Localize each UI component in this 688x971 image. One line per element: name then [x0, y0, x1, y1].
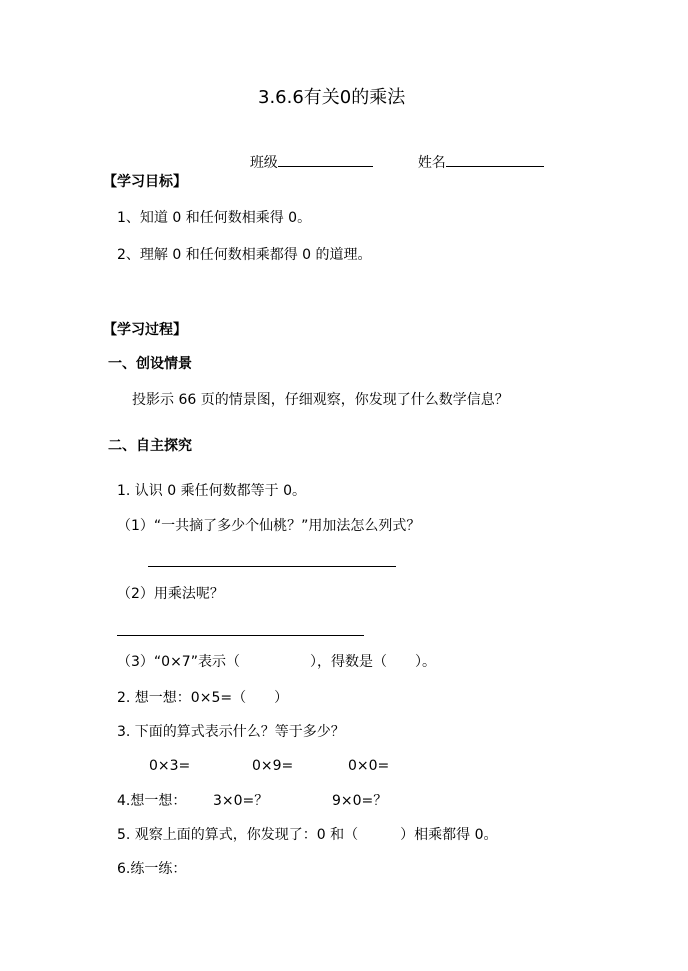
class-blank[interactable] [278, 152, 373, 167]
item-1: 1. 认识 0 乘任何数都等于 0。 [117, 483, 306, 499]
goal-2: 2、理解 0 和任何数相乘都得 0 的道理。 [117, 247, 372, 263]
item-3-equation-3: 0×0= [348, 758, 390, 774]
item-4-equation-1: 3×0=？ [213, 793, 269, 809]
item-2: 2. 想一想：0×5=（ ） [117, 690, 289, 706]
class-label: 班级 [249, 155, 278, 171]
item-3-equation-1: 0×3= [149, 758, 191, 774]
item-1-question-3: （3）“0×7”表示（ ），得数是（ ）。 [117, 654, 436, 670]
name-field [400, 132, 544, 193]
page-title: 3.6.6有关0的乘法 [258, 87, 406, 108]
item-3-equation-2: 0×9= [252, 758, 294, 774]
item-5: 5. 观察上面的算式，你发现了：0 和（ ）相乘都得 0。 [117, 827, 498, 843]
item-3: 3. 下面的算式表示什么？等于多少？ [117, 724, 345, 740]
section-1-heading: 一、创设情景 [108, 356, 192, 372]
class-field [232, 132, 373, 193]
section-1-text: 投影示 66 页的情景图，仔细观察，你发现了什么数学信息？ [132, 392, 509, 408]
item-1-question-1: （1）“一共摘了多少个仙桃？”用加法怎么列式？ [117, 518, 421, 534]
item-4-label: 4.想一想： [117, 793, 187, 809]
answer-line-2[interactable] [117, 635, 364, 636]
process-heading: 【学习过程】 [103, 322, 187, 338]
name-blank[interactable] [446, 152, 544, 167]
goals-heading: 【学习目标】 [103, 174, 187, 190]
goal-1: 1、知道 0 和任何数相乘得 0。 [117, 210, 312, 226]
answer-line-1[interactable] [148, 566, 396, 567]
item-6: 6.练一练： [117, 861, 187, 877]
name-label: 姓名 [417, 155, 446, 171]
item-4-equation-2: 9×0=？ [332, 793, 388, 809]
item-1-question-2: （2）用乘法呢？ [117, 586, 224, 602]
section-2-heading: 二、自主探究 [108, 438, 192, 454]
